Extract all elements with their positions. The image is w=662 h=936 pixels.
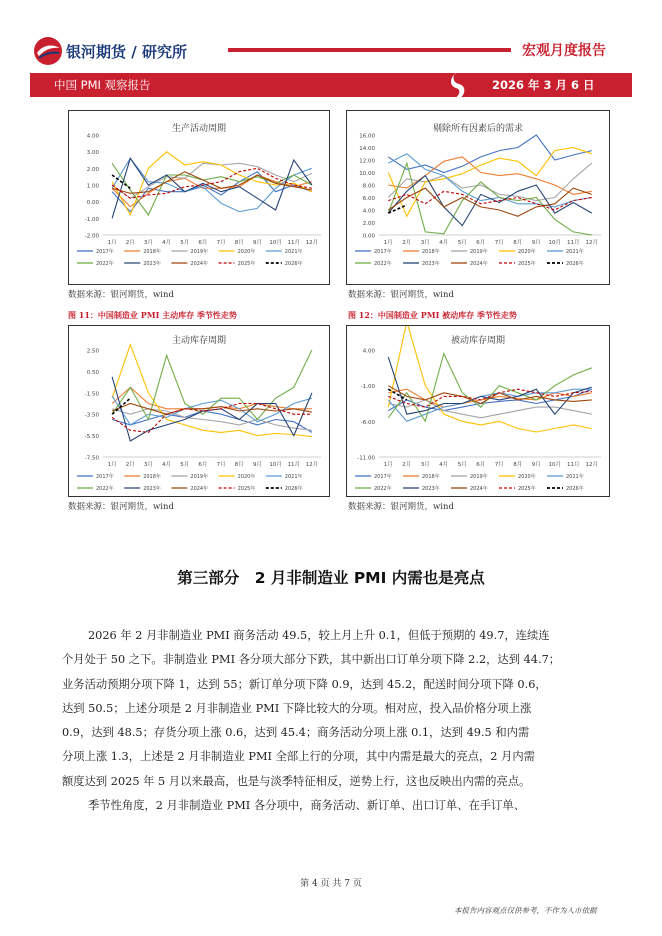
title-band [30,73,632,97]
chart-passive-inventory [346,325,610,497]
x-tick-label: 11月 [567,462,580,468]
x-tick-label: 5月 [457,240,467,246]
y-tick-label: 0.00 [362,233,375,240]
legend-label: 2023年 [143,486,161,492]
chart-title: 生产活动周期 [171,124,226,134]
brand-label: 银河期货 [66,43,127,61]
report-date: 2026 年 3 月 6 日 [492,78,595,92]
y-tick-label: -3.50 [84,412,99,419]
x-tick-label: 8月 [513,462,523,468]
x-tick-label: 11月 [567,240,580,246]
legend-label: 2020年 [518,249,536,255]
x-tick-label: 3月 [420,240,430,246]
x-tick-label: 8月 [234,462,244,468]
x-tick-label: 10月 [548,462,561,468]
legend-label: 2021年 [566,474,584,480]
x-tick-label: 4月 [162,462,172,468]
header-rule [228,48,511,52]
source-note: 数据来源：银河期货，wind [348,502,454,512]
x-tick-label: 5月 [180,240,190,246]
chart-title: 主动库存周期 [171,336,226,346]
y-tick-label: 12.00 [359,158,375,165]
series-line-2018年 [388,157,592,195]
y-tick-label: -1.00 [84,216,99,223]
y-tick-label: 2.00 [86,166,99,173]
paragraph-line: 分项上涨 1.3，上述是 2 月非制造业 PMI 全部上行的分项，其中内需是最大的亮点，2 月内需 [62,750,535,764]
x-tick-label: 10月 [548,240,561,246]
legend-label: 2021年 [284,249,303,255]
series-line-2019年 [112,409,312,431]
chart-active-inventory [68,325,330,497]
legend-label: 2024年 [190,486,209,492]
chart-title: 被动库存周期 [450,336,505,346]
legend-label: 2018年 [143,249,161,255]
legend-label: 2024年 [470,261,488,267]
x-tick-label: 12月 [585,462,598,468]
legend-label: 2019年 [190,249,209,255]
legend-label: 2020年 [237,474,256,480]
x-tick-label: 1月 [383,462,393,468]
page-header [0,0,662,100]
legend-label: 2018年 [422,474,440,480]
section-title: 第三部分 2 月非制造业 PMI 内需也是亮点 [177,569,485,587]
x-tick-label: 3月 [143,462,153,468]
legend-label: 2017年 [374,474,392,480]
legend-label: 2017年 [96,249,114,255]
y-tick-label: 16.00 [359,133,375,140]
y-tick-label: -5.50 [84,434,99,441]
y-tick-label: 10.00 [359,171,375,177]
y-tick-label: -7.50 [84,455,99,462]
production-chart-plot [69,111,329,284]
y-tick-label: 6.00 [362,196,375,202]
series-line-2023年 [388,176,592,226]
x-tick-label: 7月 [494,240,504,246]
galaxy-logo-icon [33,36,63,66]
band-swirl-icon [446,66,472,104]
source-note: 数据来源：银河期货，wind [68,502,174,512]
x-tick-label: 6月 [476,462,486,468]
legend-label: 2026年 [284,261,303,267]
x-tick-label: 1月 [383,240,393,246]
x-tick-label: 5月 [180,462,190,468]
x-tick-label: 12月 [305,240,319,246]
legend-label: 2022年 [374,261,392,267]
paragraph-line: 额度达到 2025 年 5 月以来最高，也是与淡季特征相反，逆势上行，这也反映出内需的亮点。 [62,774,531,788]
paragraph-line: 季节性角度，2 月非制造业 PMI 各分项中，商务活动、新订单、出口订单、在手订单、 [88,799,525,813]
disclaimer: 本报告内容观点仅供参考，不作为入市依据 [454,906,597,915]
chart-demand [346,110,610,285]
x-tick-label: 6月 [198,462,208,468]
report-type: 宏观月度报告 [522,43,606,59]
division-label: 研究所 [141,43,187,61]
x-tick-label: 7月 [216,240,226,246]
figure-caption: 图 11：中国制造业 PMI 主动库存 季节性走势 [68,310,237,320]
source-note: 数据来源：银河期货，wind [68,290,174,300]
x-tick-label: 7月 [494,462,504,468]
legend-label: 2021年 [566,249,584,255]
x-tick-label: 12月 [305,462,319,468]
x-tick-label: 4月 [439,240,449,246]
legend-label: 2020年 [518,474,536,480]
legend-label: 2023年 [422,261,440,267]
y-tick-label: 1.00 [86,183,99,190]
x-tick-label: 9月 [252,240,262,246]
y-tick-label: -11.00 [357,455,375,462]
legend-label: 2023年 [143,261,161,267]
y-tick-label: 0.50 [86,369,99,376]
x-tick-label: 2月 [125,240,135,246]
y-tick-label: -6.00 [360,419,375,426]
legend-label: 2017年 [96,474,114,480]
legend-label: 2022年 [96,261,114,267]
legend-label: 2019年 [470,474,488,480]
y-tick-label: 0.00 [86,200,99,207]
series-line-2017年 [388,135,592,173]
y-tick-label: 2.00 [362,221,375,227]
paragraph-line: 业务活动预期分项下降 1，达到 55；新订单分项下降 0.9，达到 45.2，配送时间分项下降 0.6， [62,677,547,691]
legend-label: 2024年 [190,261,209,267]
paragraph-line: 个月处于 50 之下。非制造业 PMI 各分项大部分下跌，其中新出口订单分项下降 2.2，达到 44.7； [62,653,561,667]
x-tick-label: 6月 [476,240,486,246]
legend-label: 2025年 [237,261,256,267]
y-tick-label: 14.00 [359,146,375,152]
legend-label: 2025年 [518,261,536,267]
x-tick-label: 11月 [287,240,300,246]
brand-name: 银河期货 / 研究所 [66,43,187,61]
x-tick-label: 12月 [585,240,598,246]
x-tick-label: 9月 [531,240,541,246]
series-line-2022年 [112,350,312,420]
y-tick-label: -2.00 [84,233,99,240]
x-tick-label: 1月 [107,462,117,468]
y-tick-label: -1.50 [84,391,99,398]
x-tick-label: 9月 [252,462,262,468]
legend-label: 2018年 [422,249,440,255]
x-tick-label: 10月 [269,240,282,246]
x-tick-label: 11月 [287,462,300,468]
x-tick-label: 5月 [457,462,467,468]
figure-caption: 图 12：中国制造业 PMI 被动库存 季节性走势 [348,310,517,320]
x-tick-label: 8月 [234,240,244,246]
legend-label: 2021年 [284,474,303,480]
x-tick-label: 3月 [143,240,153,246]
y-tick-label: 4.00 [86,133,99,140]
passive-inventory-chart-plot [347,326,609,496]
x-tick-label: 2月 [125,462,135,468]
legend-label: 2026年 [284,486,303,492]
x-tick-label: 4月 [162,240,172,246]
legend-label: 2019年 [470,249,488,255]
chart-production [68,110,330,285]
paragraph-line: 2026 年 2 月非制造业 PMI 商务活动 49.5，较上月上升 0.1，但低于预期的 49.7，连续连 [88,629,550,642]
paragraph-line: 0.9，达到 48.5；存货分项上涨 0.6，达到 45.4；商务活动分项上涨 0.1，达到 49.5 和内需 [62,726,530,740]
y-tick-label: 2.50 [86,348,99,355]
active-inventory-chart-plot [69,326,329,496]
page-number: 第 4 页 共 7 页 [300,879,362,889]
y-tick-label: 4.00 [362,348,375,355]
legend-label: 2022年 [374,486,392,492]
legend-label: 2017年 [374,249,392,255]
legend-label: 2019年 [190,474,209,480]
source-note: 数据来源：银河期货，wind [348,290,454,300]
demand-chart-plot [347,111,609,284]
x-tick-label: 2月 [402,240,412,246]
x-tick-label: 3月 [420,462,430,468]
legend-label: 2020年 [237,249,256,255]
x-tick-label: 7月 [216,462,226,468]
x-tick-label: 8月 [513,240,523,246]
x-tick-label: 6月 [198,240,208,246]
y-tick-label: 8.00 [362,183,375,190]
legend-label: 2018年 [143,474,161,480]
x-tick-label: 10月 [269,462,282,468]
x-tick-label: 1月 [107,240,117,246]
report-title: 中国 PMI 观察报告 [54,78,151,92]
x-tick-label: 9月 [531,462,541,468]
y-tick-label: 3.00 [86,150,99,157]
paragraph-line: 达到 50.5；上述分项是 2 月非制造业 PMI 下降比较大的分项。相对应，投入品价格分项上涨 [62,701,532,715]
legend-label: 2026年 [566,486,584,492]
y-tick-label: -1.00 [360,384,375,391]
y-tick-label: 4.00 [362,208,375,215]
x-tick-label: 4月 [439,462,449,468]
legend-label: 2023年 [422,486,440,492]
legend-label: 2026年 [566,261,584,267]
x-tick-label: 2月 [402,462,412,468]
chart-title: 剔除所有因素后的需求 [432,124,523,134]
legend-label: 2025年 [518,486,536,492]
legend-label: 2022年 [96,486,114,492]
legend-label: 2025年 [237,486,256,492]
section-paragraph [62,624,602,818]
legend-label: 2024年 [470,486,488,492]
series-line-2020年 [112,345,312,437]
